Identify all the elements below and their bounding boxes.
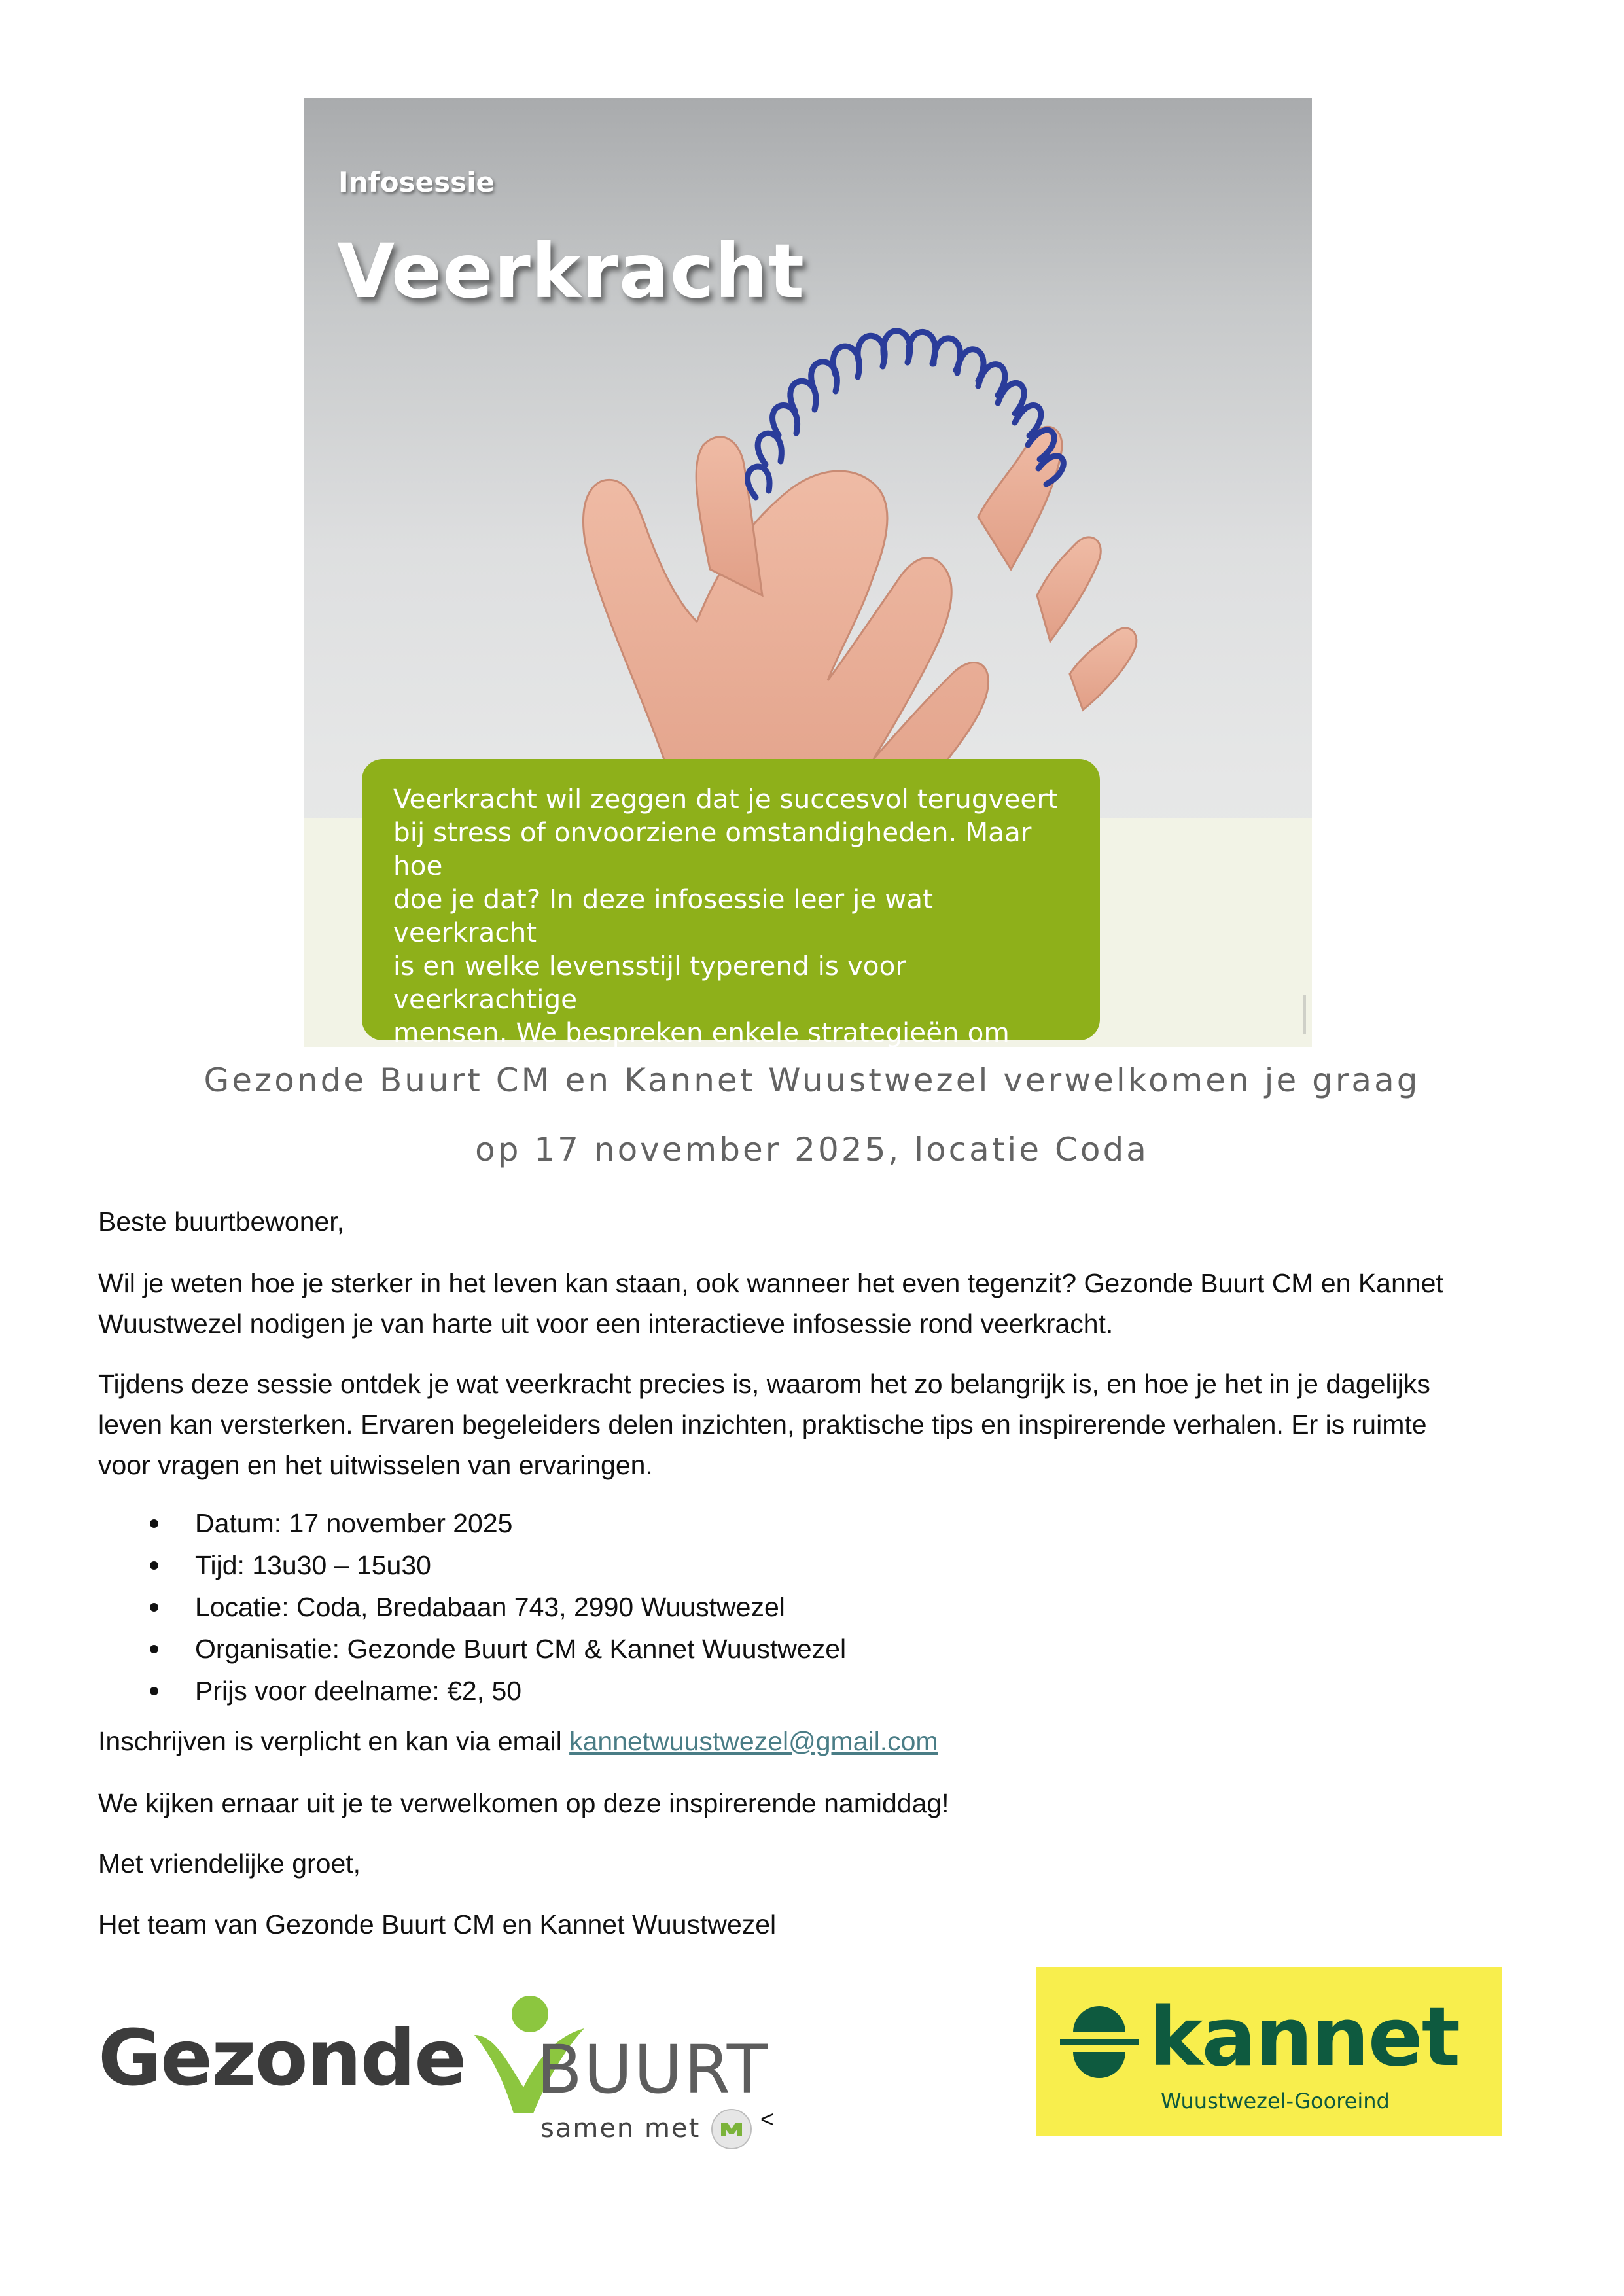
poster-line: is en welke levensstijl typerend is voor veerkrachtige: [393, 950, 907, 1015]
invitation-heading-line-2: op 17 november 2025, locatie Coda: [475, 1131, 1149, 1169]
details-line: Tijdens deze sessie ontdek je wat veerkracht precies is, waarom het zo belangrijk is, en hoe je het in je dagelijks: [98, 1369, 1430, 1399]
closing-line: We kijken ernaar uit je te verwelkomen op deze inspirerende namiddag!: [98, 1788, 949, 1818]
email-link[interactable]: kannetwuustwezel@gmail.com: [569, 1726, 938, 1756]
intro-line: Wuustwezel nodigen je van harte uit voor een interactieve infosessie rond veerkracht.: [98, 1309, 1114, 1339]
details-line: leven kan versterken. Ervaren begeleiders delen inzichten, praktische tips en inspirerende verhalen. Er is ruimte: [98, 1409, 1427, 1439]
samen-met-text: samen met: [540, 2113, 701, 2144]
details-paragraph: [98, 1364, 1531, 1485]
list-item-price: Prijs voor deelname: €2, 50: [0, 1670, 846, 1712]
invitation-heading-line-1: Gezonde Buurt CM en Kannet Wuustwezel verwelkomen je graag: [203, 1061, 1421, 1099]
details-line: voor vragen en het uitwisselen van ervaringen.: [98, 1450, 653, 1480]
poster-line: doe je dat? In deze infosessie leer je wat veerkracht: [393, 883, 933, 948]
salutation: Beste buurtbewoner,: [98, 1207, 345, 1237]
list-item-location: Locatie: Coda, Bredabaan 743, 2990 Wuustwezel: [0, 1586, 846, 1628]
list-item-date: Datum: 17 november 2025: [0, 1502, 846, 1544]
registration-text: Inschrijven is verplicht en kan via email: [98, 1726, 570, 1756]
list-item-time: Tijd: 13u30 – 15u30: [0, 1544, 846, 1586]
poster-line: mensen. We bespreken enkele strategieën om: [393, 1017, 1010, 1047]
stray-character: <: [760, 2106, 775, 2132]
intro-paragraph: [98, 1263, 1531, 1344]
kannet-logo: [1036, 1967, 1502, 2136]
kannet-wordmark: kannet: [1149, 1990, 1460, 2085]
event-poster: [304, 98, 1312, 1047]
event-details-list: [0, 1502, 846, 1712]
registration-line: [98, 1721, 1531, 1761]
poster-line: Veerkracht wil zeggen dat je succesvol terugveert: [393, 783, 1058, 815]
regards-line: Met vriendelijke groet,: [98, 1848, 361, 1879]
list-item-organisation: Organisatie: Gezonde Buurt CM & Kannet Wuustwezel: [0, 1628, 846, 1670]
poster-description-box: [362, 759, 1100, 1047]
gezonde-buurt-logo: [98, 1983, 785, 2153]
poster-line: bij stress of onvoorziene omstandigheden. Maar hoe: [393, 817, 1032, 881]
intro-line: Wil je weten hoe je sterker in het leven kan staan, ook wanneer het even tegenzit? Gezonde Buurt CM en Kannet: [98, 1268, 1443, 1298]
kannet-mark-icon: [1060, 2001, 1139, 2079]
photo-credit-mark: [1303, 995, 1306, 1034]
kannet-subtitle: Wuustwezel-Gooreind: [1161, 2089, 1390, 2113]
cm-badge-icon: [711, 2108, 752, 2150]
poster-kicker: Infosessie: [338, 166, 495, 198]
signature-line: Het team van Gezonde Buurt CM en Kannet Wuustwezel: [98, 1909, 777, 1939]
poster-description: [393, 783, 1074, 1047]
poster-headline: Veerkracht: [337, 228, 805, 315]
gezonde-buurt-wordmark: Gezonde: [98, 2013, 466, 2103]
gezonde-buurt-buurt: BUURT: [537, 2031, 769, 2109]
